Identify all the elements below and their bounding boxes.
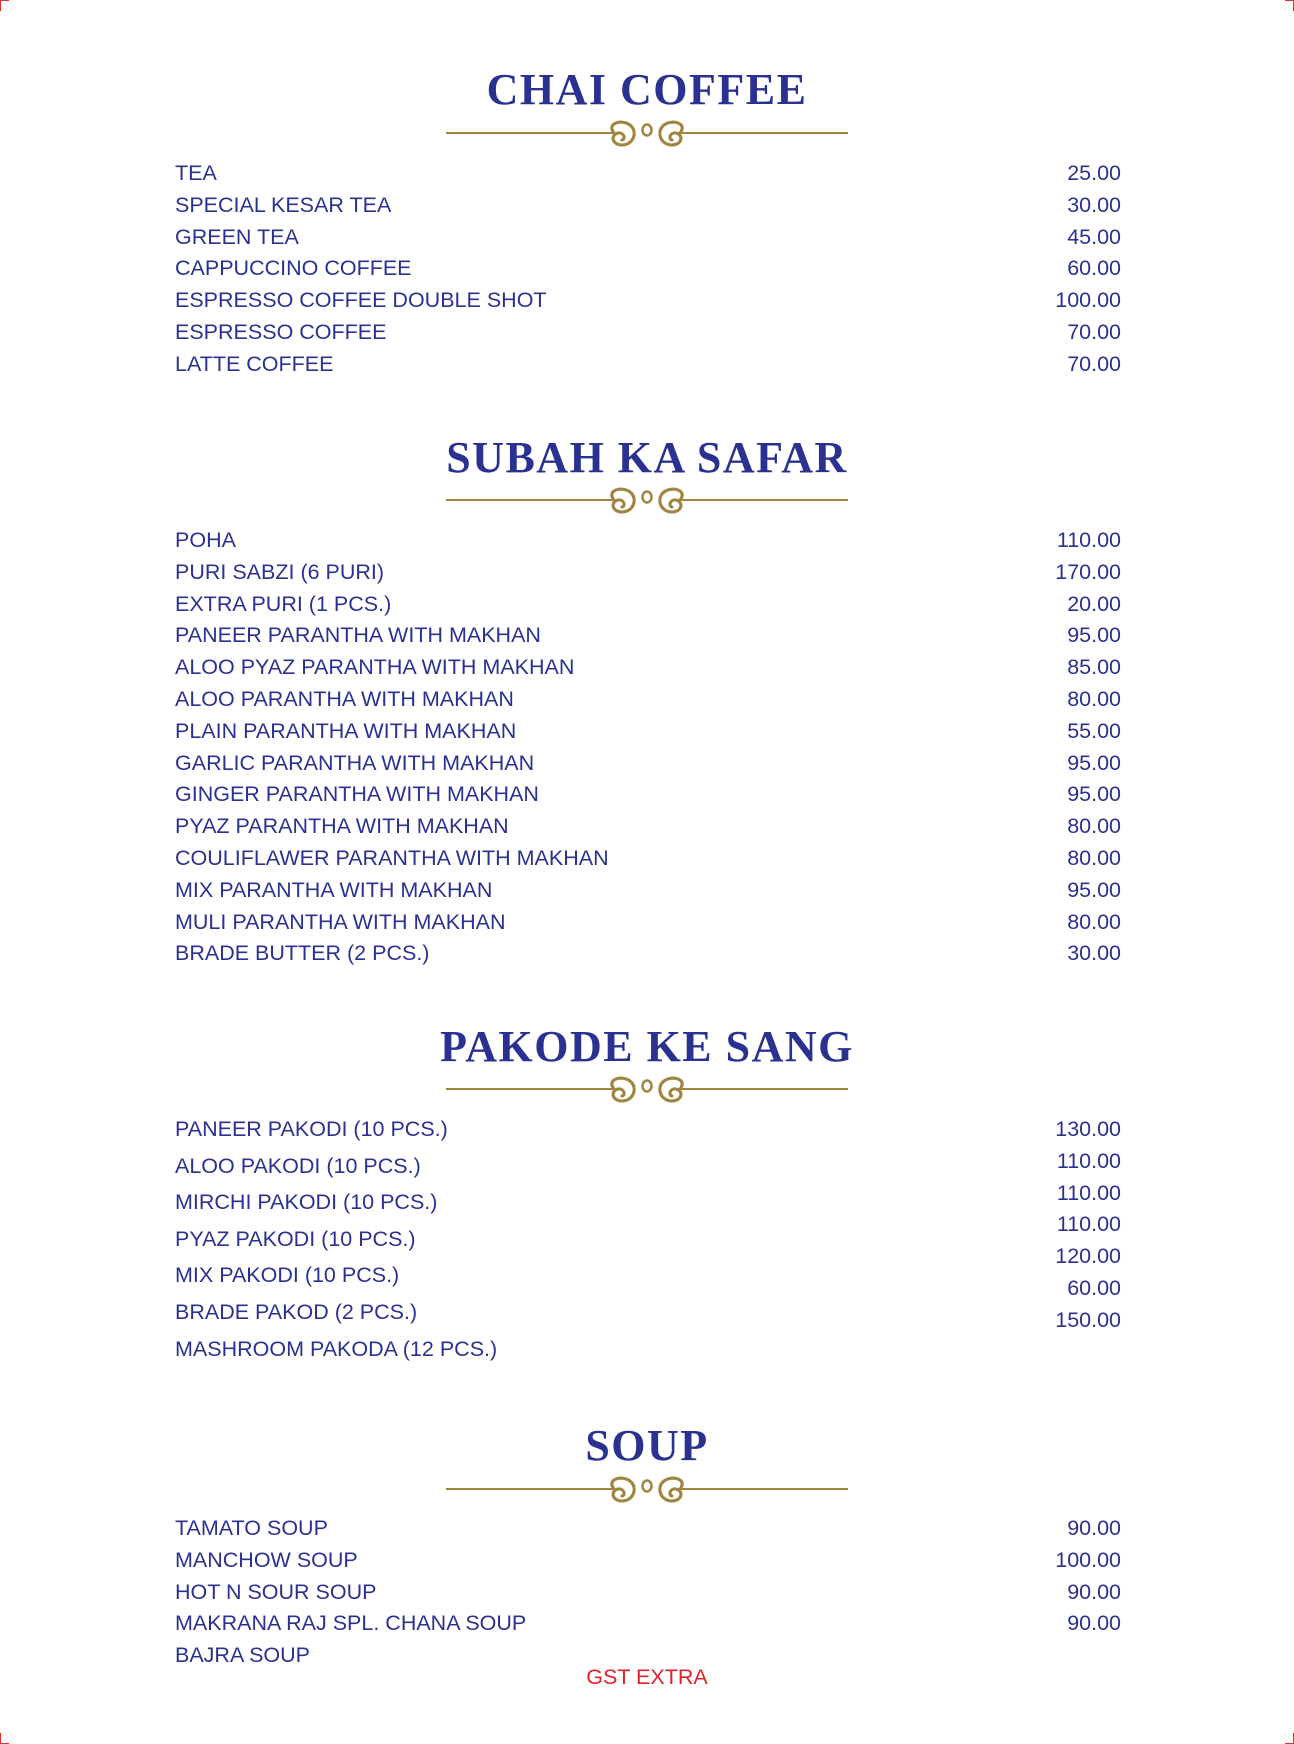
crop-mark-top-right [1285, 0, 1294, 11]
menu-item-name: PURI SABZI (6 PURI) [175, 559, 385, 584]
menu-item-price: 80.00 [1067, 687, 1121, 711]
menu-item-price: 25.00 [1067, 161, 1121, 185]
menu-item-name: ESPRESSO COFFEE [175, 320, 387, 344]
menu-item-row [175, 875, 1121, 905]
ornament-divider-icon [446, 113, 848, 153]
menu-item-price: 110.00 [1056, 1212, 1121, 1237]
menu-item-name: MIX PARANTHA WITH MAKHAN [175, 877, 493, 902]
menu-item-price: 80.00 [1067, 814, 1121, 839]
menu-item-row [175, 748, 1121, 778]
section-title: SOUP [585, 1421, 709, 1470]
menu-item-row [175, 1545, 1121, 1575]
gst-note: GST EXTRA [586, 1665, 708, 1689]
menu-item-row [175, 652, 1121, 682]
crop-mark-top-left [0, 0, 9, 11]
menu-item-name: BAJRA SOUP [175, 1643, 311, 1668]
menu-item-price: 90.00 [1067, 1516, 1121, 1540]
menu-item-name: EXTRA PURI (1 PCS.) [175, 591, 392, 616]
section-title: CHAI COFFEE [486, 65, 808, 114]
menu-item-name: TAMATO SOUP [175, 1516, 328, 1540]
menu-item-name: PANEER PAKODI (10 PCS.) [175, 1117, 448, 1141]
menu-item-name: POHA [175, 528, 236, 552]
menu-item-name: LATTE COFFEE [175, 351, 334, 376]
menu-item-name: BRADE BUTTER (2 PCS.) [175, 941, 430, 966]
menu-item-price: 70.00 [1067, 351, 1121, 376]
menu-item-price: 100.00 [1055, 1547, 1121, 1572]
menu-item-price: 55.00 [1067, 718, 1121, 743]
menu-item-price: 110.00 [1056, 1180, 1121, 1205]
menu-item-name: TEA [175, 161, 217, 185]
ornament-divider-icon [446, 1069, 848, 1109]
menu-item-price: 170.00 [1055, 559, 1121, 584]
menu-item-row [175, 811, 1121, 841]
ornament-divider-icon [446, 480, 848, 520]
menu-item-name: PYAZ PARANTHA WITH MAKHAN [175, 814, 509, 839]
menu-item-name: GINGER PARANTHA WITH MAKHAN [175, 782, 539, 807]
menu-item-name: COULIFLAWER PARANTHA WITH MAKHAN [175, 846, 609, 870]
menu-item-row [175, 190, 1121, 220]
menu-item-name: GARLIC PARANTHA WITH MAKHAN [175, 750, 535, 775]
menu-item-row [175, 158, 1121, 188]
crop-mark-bottom-right [1285, 1733, 1294, 1744]
menu-item-row [175, 907, 1121, 937]
menu-item-name: MIRCHI PAKODI (10 PCS.) [175, 1190, 438, 1215]
menu-item-row [175, 779, 1121, 809]
section-title: PAKODE KE SANG [440, 1022, 854, 1071]
menu-item-name: GREEN TEA [175, 224, 299, 249]
menu-item-name: PANEER PARANTHA WITH MAKHAN [175, 623, 541, 648]
menu-item-price: 130.00 [1055, 1117, 1121, 1141]
menu-item-name: ESPRESSO COFFEE DOUBLE SHOT [175, 288, 547, 313]
menu-item-row [175, 589, 1121, 619]
menu-item-price: 30.00 [1067, 941, 1121, 966]
menu-item-name: MASHROOM PAKODA (12 PCS.) [175, 1336, 498, 1361]
menu-item-name: ALOO PARANTHA WITH MAKHAN [175, 687, 514, 711]
menu-item-price: 70.00 [1067, 320, 1121, 344]
menu-item-row [175, 222, 1121, 252]
menu-item-price: 60.00 [1067, 256, 1121, 281]
menu-item-price: 45.00 [1067, 224, 1121, 249]
menu-item-name: SPECIAL KESAR TEA [175, 192, 392, 217]
menu-item-row [175, 1513, 1121, 1543]
menu-item-price: 120.00 [1055, 1244, 1121, 1269]
menu-item-row [175, 843, 1121, 873]
menu-item-price: 95.00 [1067, 623, 1121, 648]
crop-mark-bottom-left [0, 1733, 9, 1744]
menu-item-name: PYAZ PAKODI (10 PCS.) [175, 1226, 416, 1251]
menu-item-name: MANCHOW SOUP [175, 1547, 358, 1572]
menu-item-price: 95.00 [1067, 782, 1121, 807]
menu-item-row [175, 253, 1121, 283]
menu-item-row [175, 620, 1121, 650]
menu-item-row [175, 938, 1121, 968]
menu-item-price: 110.00 [1056, 1148, 1121, 1173]
menu-item-price: 95.00 [1067, 750, 1121, 775]
menu-item-name: MIX PAKODI (10 PCS.) [175, 1263, 400, 1288]
menu-item-price: 30.00 [1067, 192, 1121, 217]
menu-item-row [175, 684, 1121, 714]
menu-item-row [175, 1608, 1121, 1638]
menu-item-name: ALOO PAKODI (10 PCS.) [175, 1153, 421, 1178]
menu-item-row [175, 349, 1121, 379]
menu-item-name: ALOO PYAZ PARANTHA WITH MAKHAN [175, 655, 575, 680]
menu-item-name: HOT N SOUR SOUP [175, 1579, 377, 1604]
menu-item-row [175, 317, 1121, 347]
menu-item-name: BRADE PAKOD (2 PCS.) [175, 1300, 418, 1324]
menu-item-name: PLAIN PARANTHA WITH MAKHAN [175, 718, 517, 743]
menu-item-price: 60.00 [1067, 1276, 1121, 1300]
menu-item-price: 150.00 [1055, 1307, 1121, 1332]
menu-item-price: 20.00 [1067, 591, 1121, 616]
menu-item-price: 85.00 [1067, 655, 1121, 680]
menu-item-name: CAPPUCCINO COFFEE [175, 256, 412, 281]
section-title: SUBAH KA SAFAR [446, 433, 848, 482]
menu-item-row [175, 1577, 1121, 1607]
menu-item-row [175, 525, 1121, 555]
menu-item-row [175, 285, 1121, 315]
menu-item-row [175, 557, 1121, 587]
menu-item-name: MAKRANA RAJ SPL. CHANA SOUP [175, 1611, 527, 1636]
menu-item-row [175, 716, 1121, 746]
menu-item-price: 80.00 [1067, 909, 1121, 934]
menu-item-price: 95.00 [1067, 877, 1121, 902]
menu-item-name: MULI PARANTHA WITH MAKHAN [175, 909, 506, 934]
menu-item-price: 110.00 [1056, 528, 1121, 552]
ornament-divider-icon [446, 1469, 848, 1509]
menu-item-price: 80.00 [1067, 846, 1121, 870]
menu-item-price: 100.00 [1055, 288, 1121, 313]
menu-item-price: 90.00 [1067, 1579, 1121, 1604]
menu-item-price: 90.00 [1067, 1611, 1121, 1636]
